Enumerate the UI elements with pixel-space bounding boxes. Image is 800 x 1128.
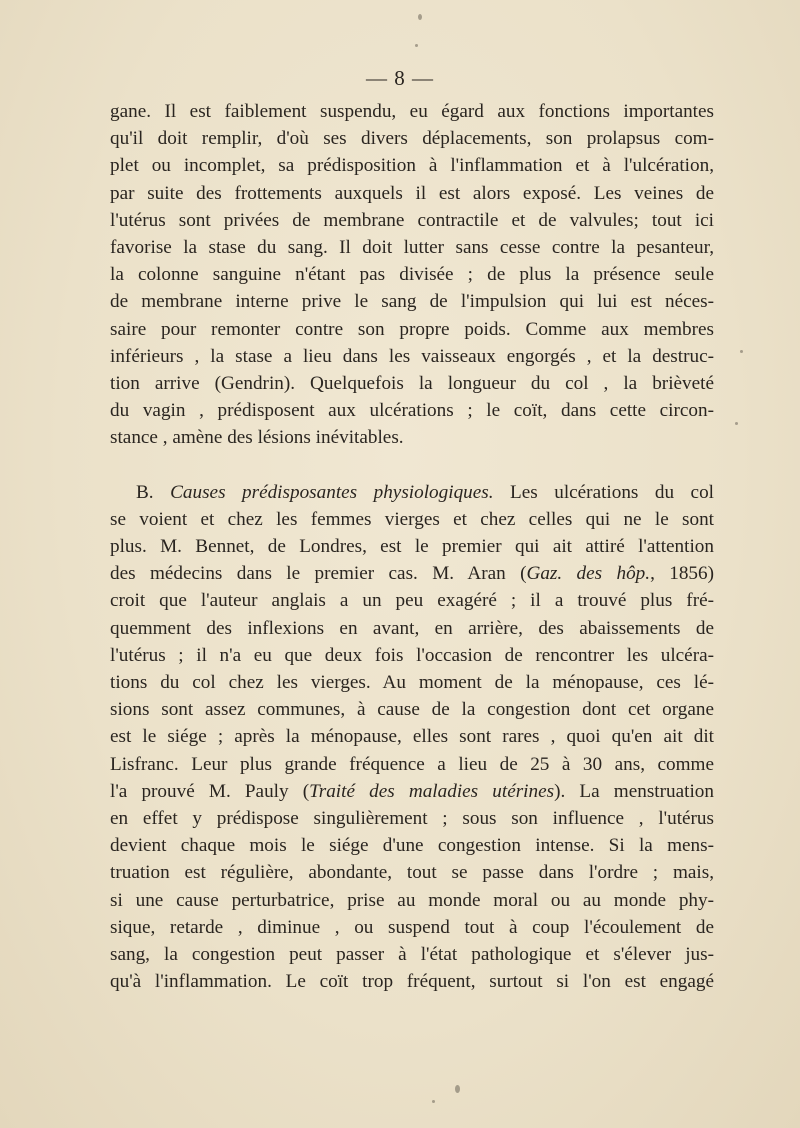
- text-line: plus. M. Bennet, de Londres, est le premier qui ait attiré l'attention: [110, 536, 714, 558]
- body-text: [110, 98, 714, 996]
- text-line: truation est régulière, abondante, tout se passe dans l'ordre ; mais,: [110, 862, 714, 884]
- text-line: Lisfranc. Leur plus grande fréquence a lieu de 25 à 30 ans, comme: [110, 753, 714, 775]
- text-line: l'utérus sont privées de membrane contractile et de valvules; tout ici: [110, 209, 714, 231]
- paper-speck: [735, 422, 738, 425]
- text-run: ). La menstruation: [554, 780, 714, 802]
- section-heading: Causes prédisposantes physiologiques.: [170, 481, 494, 503]
- text-run: , 1856): [650, 563, 715, 585]
- section-heading-line: [110, 479, 714, 506]
- text-line: de membrane interne prive le sang de l'impulsion qui lui est néces-: [110, 291, 714, 313]
- paper-speck: [455, 1085, 460, 1093]
- text-line: inférieurs , la stase a lieu dans les vaisseaux engorgés , et la destruc-: [110, 345, 714, 367]
- text-line: devient chaque mois le siége d'une congestion intense. Si la mens-: [110, 835, 714, 857]
- text-line: du vagin , prédisposent aux ulcérations ; le coït, dans cette circon-: [110, 400, 714, 422]
- text-line: croit que l'auteur anglais a un peu exagéré ; il a trouvé plus fré-: [110, 590, 714, 612]
- text-line: plet ou incomplet, sa prédisposition à l'inflammation et à l'ulcération,: [110, 155, 714, 177]
- section-letter: B.: [136, 481, 154, 503]
- text-line: sang, la congestion peut passer à l'état pathologique et s'élever jus-: [110, 944, 714, 966]
- paragraph-b: [110, 479, 714, 996]
- text-run: Les ulcérations du col: [493, 481, 714, 503]
- text-line: est le siége ; après la ménopause, elles sont rares , quoi qu'en ait dit: [110, 726, 714, 748]
- text-line: sique, retarde , diminue , ou suspend tout à coup l'écoulement de: [110, 916, 714, 938]
- citation: Traité des maladies utérines: [309, 780, 555, 802]
- text-line: quemment des inflexions en avant, en arrière, des abaissements de: [110, 617, 714, 639]
- paper-speck: [432, 1100, 435, 1103]
- text-line: par suite des frottements auxquels il est alors exposé. Les veines de: [110, 182, 714, 204]
- citation: Gaz. des hôp.: [526, 563, 651, 585]
- text-line: sions sont assez communes, à cause de la congestion dont cet organe: [110, 699, 714, 721]
- text-line: qu'à l'inflammation. Le coït trop fréquent, surtout si l'on est engagé: [110, 971, 714, 993]
- text-line: tion arrive (Gendrin). Quelquefois la longueur du col , la brièveté: [110, 373, 714, 395]
- text-line: [110, 778, 714, 805]
- paragraph-a: [110, 98, 714, 452]
- text-run: l'a prouvé M. Pauly (: [110, 780, 310, 802]
- paper-speck: [740, 350, 743, 353]
- text-line: si une cause perturbatrice, prise au monde moral ou au monde phy-: [110, 889, 714, 911]
- text-line: en effet y prédispose singulièrement ; sous son influence , l'utérus: [110, 808, 714, 830]
- text-line: tions du col chez les vierges. Au moment de la ménopause, ces lé-: [110, 672, 714, 694]
- text-line: stance , amène des lésions inévitables.: [110, 427, 404, 449]
- paper-speck: [415, 44, 418, 47]
- text-line: l'utérus ; il n'a eu que deux fois l'occasion de rencontrer les ulcéra-: [110, 644, 714, 666]
- text-line: qu'il doit remplir, d'où ses divers déplacements, son prolapsus com-: [110, 128, 714, 150]
- text-line: la colonne sanguine n'étant pas divisée ; de plus la présence seule: [110, 264, 714, 286]
- text-line: se voient et chez les femmes vierges et chez celles qui ne le sont: [110, 508, 714, 530]
- text-run: des médecins dans le premier cas. M. Aran (: [110, 563, 527, 585]
- paper-speck: [418, 14, 422, 20]
- page-number: — 8 —: [366, 66, 434, 90]
- text-line: saire pour remonter contre son propre poids. Comme aux membres: [110, 318, 714, 340]
- text-line: gane. Il est faiblement suspendu, eu égard aux fonctions importantes: [110, 101, 714, 122]
- text-line: favorise la stase du sang. Il doit lutter sans cesse contre la pesanteur,: [110, 237, 714, 259]
- text-line: [110, 560, 714, 587]
